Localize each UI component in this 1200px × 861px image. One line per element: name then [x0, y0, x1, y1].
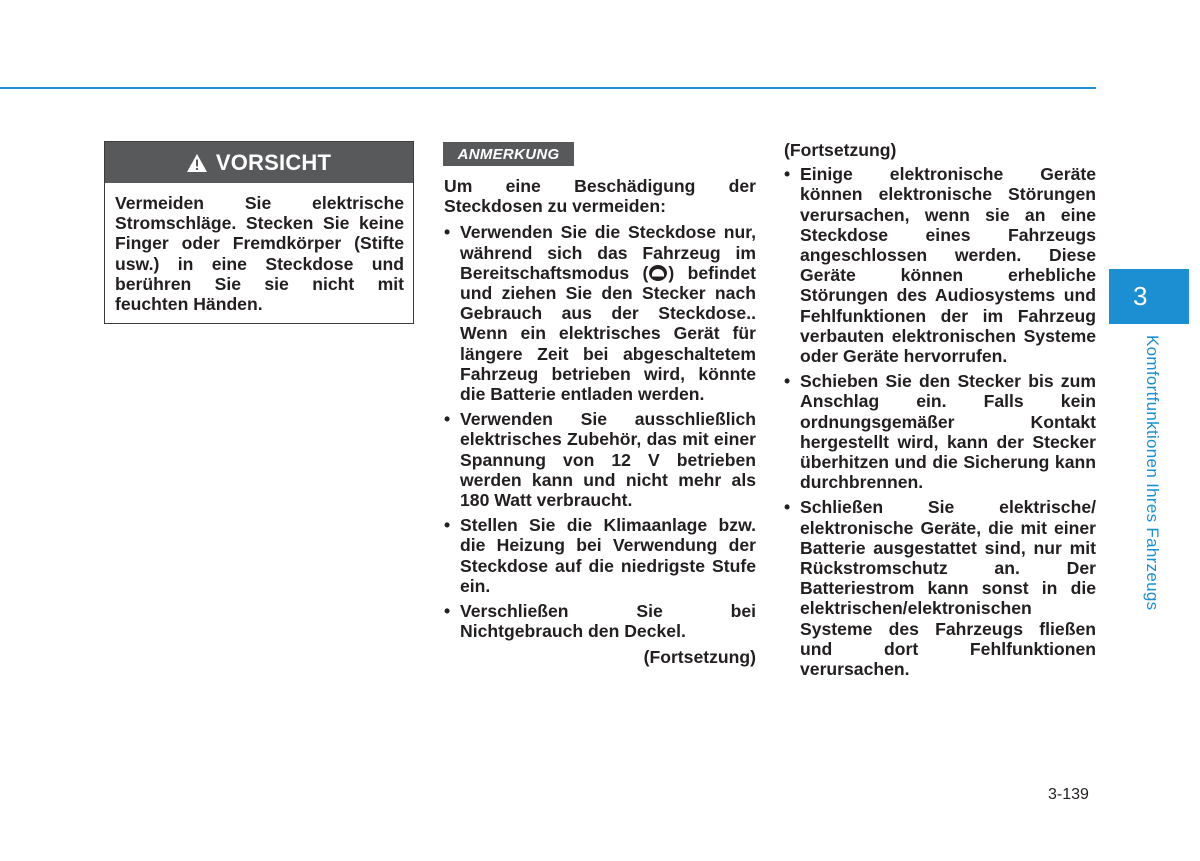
list-item: • Schließen Sie elektrische/ elektronische Geräte, die mit einer Batterie ausgestattet sind, nur mit Rückstromschutz an. Der Batteriestrom kann sonst in die elektrischen/elektronischen Systeme des Fahrzeugs fließen und dort Fehlfunktionen verursachen.	[784, 497, 1096, 680]
note-intro: Um eine Beschädigung der Steckdosen zu vermeiden:	[444, 176, 756, 217]
list-item: • Verwenden Sie die Steckdose nur, während sich das Fahrzeug im Bereitschaftsmodus ( ) befindet und ziehen Sie den Stecker nach Gebrauch aus der Steckdose.. Wenn ein elektrisches Gerät für längere Zeit bei abgeschaltetem Fahrzeug betrieben wird, könnte die Batterie entladen werden.	[444, 222, 756, 405]
right-column	[784, 140, 1096, 684]
list-item: • Einige elektronische Geräte können elektronische Störungen verursachen, wenn sie an eine Steckdose eines Fahrzeugs angeschlossen werden. Diese Geräte können erhebliche Störungen des Audiosystems und Fehlfunktionen der im Fahrzeug verbauten elektronischen Systeme oder Geräte hervorrufen.	[784, 164, 1096, 367]
vehicle-ready-icon	[648, 264, 668, 282]
page-number: 3-139	[1048, 786, 1089, 803]
right-bullet-list	[784, 164, 1096, 679]
header-rule	[0, 87, 1096, 89]
warning-header	[105, 142, 413, 183]
list-item: • Stellen Sie die Klimaanlage bzw. die Heizung bei Verwendung der Steckdose auf die niedrigste Stufe ein.	[444, 515, 756, 596]
warning-box	[104, 141, 414, 324]
chapter-title: Komfortfunktionen Ihres Fahrzeugs	[1143, 335, 1162, 611]
list-item: • Schieben Sie den Stecker bis zum Anschlag ein. Falls kein ordnungsgemäßer Kontakt hergestellt wird, kann der Stecker überhitzen und die Sicherung kann durchbrennen.	[784, 371, 1096, 493]
continued-header: (Fortsetzung)	[784, 140, 897, 160]
list-item: • Verwenden Sie ausschließlich elektrisches Zubehör, das mit einer Spannung von 12 V betrieben werden kann und nicht mehr als 180 Watt verbraucht.	[444, 409, 756, 511]
note-badge: ANMERKUNG	[443, 142, 574, 166]
warning-triangle-icon	[187, 154, 207, 172]
chapter-tab: 3	[1109, 269, 1189, 324]
list-item: • Verschließen Sie bei Nichtgebrauch den Deckel.	[444, 601, 756, 642]
note-bullet-list	[444, 222, 756, 641]
warning-text: Vermeiden Sie elektrische Stromschläge. Stecken Sie keine Finger oder Fremdkörper (Stifte usw.) in eine Steckdose und berühren Sie sie nicht mit feuchten Händen.	[115, 193, 404, 315]
continued-note: (Fortsetzung)	[643, 647, 756, 668]
note-column	[444, 176, 756, 668]
warning-title: VORSICHT	[215, 149, 332, 175]
